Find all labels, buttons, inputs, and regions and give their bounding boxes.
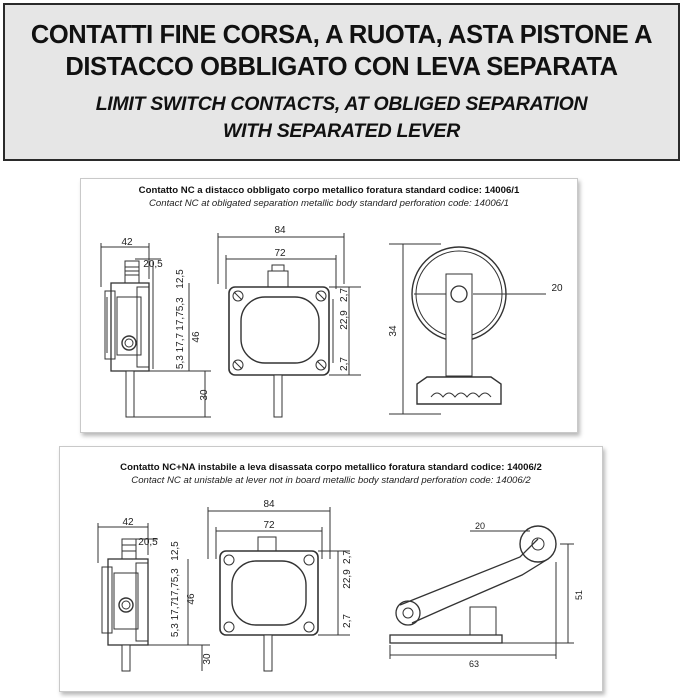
technical-drawing-14006-1 [81,179,579,434]
dim-5-3-17-7: 5,3 17,7 [170,600,181,638]
dim-34: 34 [388,325,399,337]
front-body [220,551,318,635]
dim-12-5: 12,5 [175,269,186,289]
dim-5-3-17-7: 5,3 17,7 [175,332,186,370]
dim-84: 84 [263,499,275,510]
front-body [229,287,329,375]
wheel-base [417,377,501,404]
dim-2-7-bottom: 2,7 [342,614,353,628]
product-card-14006-2 [59,446,603,692]
dim-72: 72 [274,248,286,259]
side-plunger [125,261,139,283]
caption-italian: Contatto NC+NA instabile a leva disassata corpo metallico foratura standard codice: 14006/2 [120,462,542,473]
dim-17-75-3: 17,75,3 [175,297,186,331]
dim-20-5: 20,5 [143,259,163,270]
caption-english: Contact NC at obligated separation metallic body standard perforation code: 14006/1 [149,198,509,209]
front-plunger [268,271,288,287]
title-english: LIMIT SWITCH CONTACTS, AT OBLIGED SEPARATION WITH SEPARATED LEVER [95,93,588,142]
front-rod [274,375,282,417]
lever-base [390,635,502,643]
dim-46: 46 [186,593,197,605]
dim-72: 72 [263,520,275,531]
front-window [241,297,319,363]
dim-20-5: 20,5 [138,537,158,548]
dim-2-7-bottom: 2,7 [339,357,350,371]
dim-51: 51 [574,589,584,601]
header-box [3,3,680,161]
dim-22-9: 22,9 [342,569,353,589]
title-italian: CONTATTI FINE CORSA, A RUOTA, ASTA PISTONE A DISTACCO OBBLIGATO CON LEVA SEPARATA [30,21,653,81]
dim-46: 46 [191,331,202,343]
caption-italian: Contatto NC a distacco obbligato corpo metallico foratura standard codice: 14006/1 [138,185,520,196]
dim-2-7-top: 2,7 [339,288,350,302]
dim-17-75-3: 17,75,3 [170,568,181,602]
dim-63: 63 [468,659,480,669]
technical-drawing-14006-2 [60,447,604,693]
dim-20: 20 [474,521,486,531]
caption-english: Contact NC at unistable at lever not in board metallic body standard perforation code: 14006/2 [131,475,531,486]
dim-12-5: 12,5 [170,541,181,561]
dim-30: 30 [202,653,213,665]
dim-42: 42 [122,517,134,528]
side-rod [126,371,134,417]
dim-22-9: 22,9 [339,310,350,330]
dim-84: 84 [274,225,286,236]
product-card-14006-1 [80,178,578,433]
wheel-fork [446,274,472,376]
dim-30: 30 [199,389,210,401]
dim-42: 42 [121,237,133,248]
dim-2-7-top: 2,7 [342,550,353,564]
dim-20: 20 [551,283,563,294]
side-cable-entry [122,336,136,350]
